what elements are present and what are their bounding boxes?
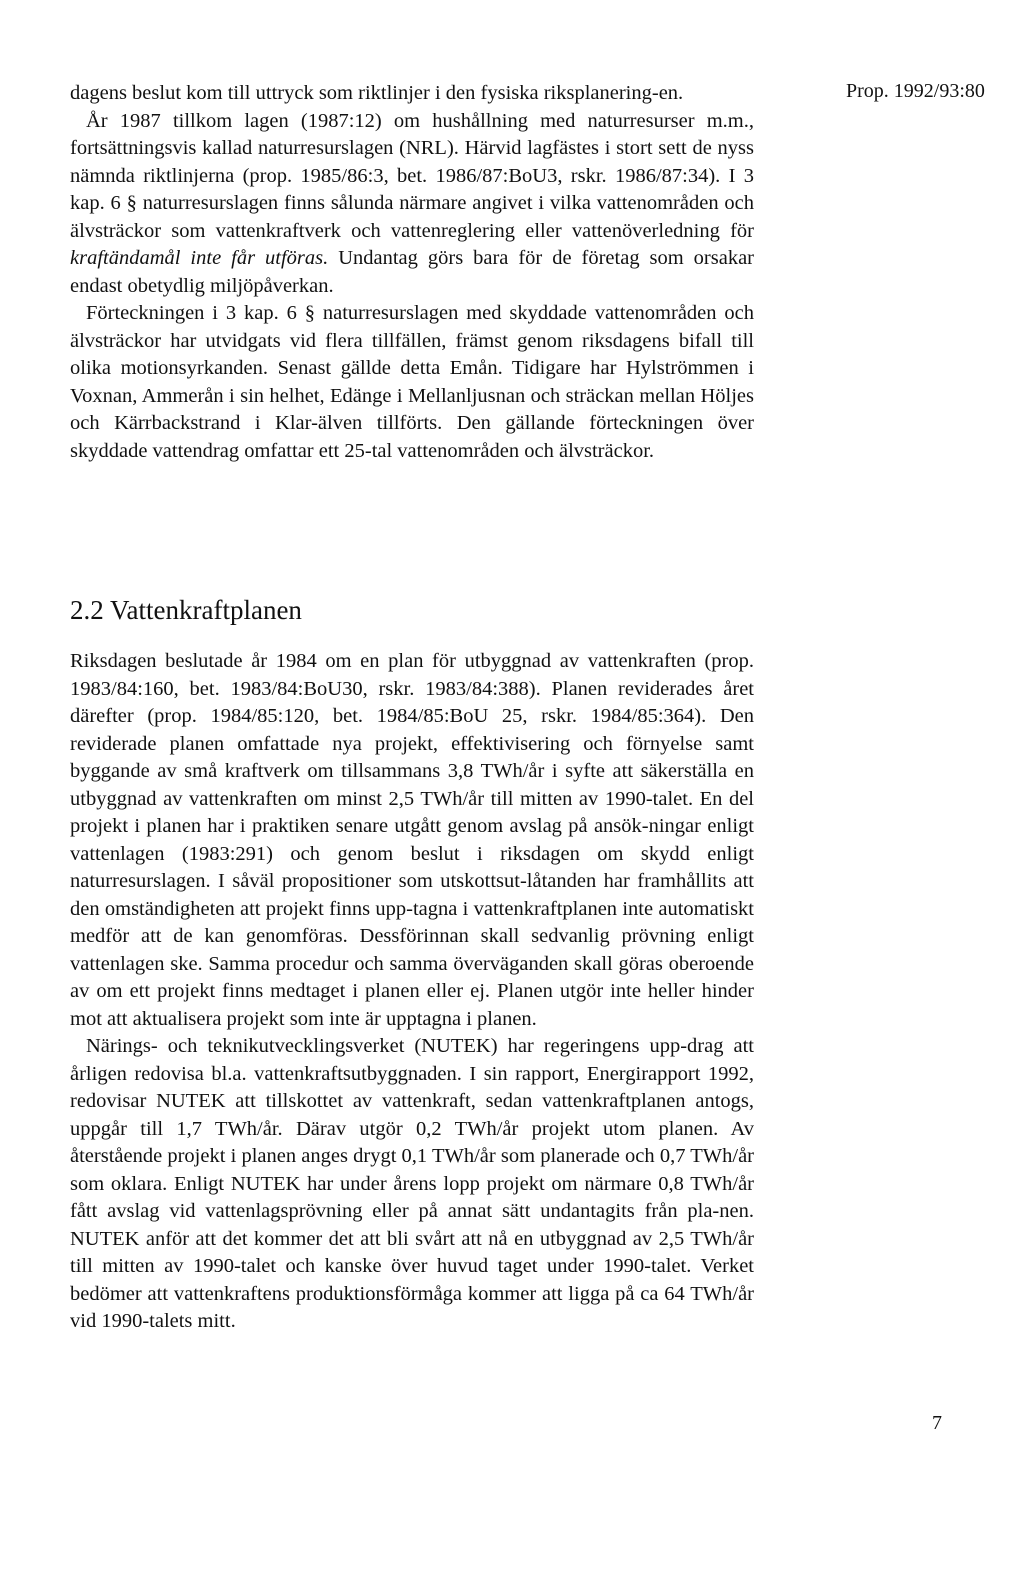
paragraph-nrl-text: År 1987 tillkom lagen (1987:12) om hushållning med naturresurser m.m., fortsättningsvis kallad naturresurslagen (NRL). Härvid lagfästes i stort sett de nyss nämnda riktlinjerna (prop. 1985/86:3, bet. 1986/87:BoU3, rskr. 1986/87:34). I 3 kap. 6 § naturresurslagen finns sålunda närmare angivet i vilka vattenområden och älvsträckor som vattenkraftverk och vattenreglering eller vattenöverledning för (70, 109, 754, 242)
section-heading: 2.2 Vattenkraftplanen (70, 595, 302, 625)
section-vattenkraftplanen (70, 648, 754, 1336)
paragraph-plan: Riksdagen beslutade år 1984 om en plan för utbyggnad av vattenkraften (prop. 1983/84:160, bet. 1983/84:BoU30, rskr. 1983/84:388). Planen reviderades året därefter (prop. 1984/85:120, bet. 1984/85:BoU 25, rskr. 1984/85:364). Den reviderade planen omfattade nya projekt, effektivisering och förnyelse samt byggande av små kraftverk om tillsammans 3,8 TWh/år i syfte att säkerställa en utbyggnad av vattenkraften om minst 2,5 TWh/år till mitten av 1990-talet. En del projekt i planen har i praktiken senare utgått genom avslag på ansök-ningar enligt vattenlagen (1983:291) och genom beslut i riksdagen om skydd enligt naturresurslagen. I såväl propositioner som utskottsut-låtanden har framhållits att den omständigheten att projekt finns upp-tagna i vattenkraftplanen inte automatiskt medför att de kan genomföras. Dessförinnan skall sedvanlig prövning enligt vattenlagen ske. Samma procedur och samma överväganden skall göras oberoende av om ett projekt finns medtaget i planen eller ej. Planen utgör inte heller hinder mot att aktualisera projekt som inte är upptagna i planen. (70, 650, 754, 1030)
paragraph-nrl-end: Undantag görs bara för de företag som orsakar endast obetydlig miljöpåverkan. (70, 247, 755, 297)
emphasis-text: kraftändamål inte får utföras. (70, 247, 329, 269)
paragraph-nutek: Närings- och teknikutvecklingsverket (NUTEK) har regeringens upp-drag att årligen redovisa bl.a. vattenkraftsutbyggnaden. I sin rapport, Energirapport 1992, redovisar NUTEK att tillskottet av vattenkraft, sedan vattenkraftplanen antogs, uppgår till 1,7 TWh/år. Därav utgör 0,2 TWh/år projekt utom planen. Av återstående projekt i planen anges drygt 0,1 TWh/år som planerade och 0,7 TWh/år som oklara. Enligt NUTEK har under årens lopp projekt om närmare 0,8 TWh/år fått avslag vid vattenlagsprövning eller på annat sätt undantagits från pla-nen. NUTEK anför att det kommer det att bli svårt att nå en utbyggnad av 2,5 TWh/år till mitten av 1990-talet och kanske över huvud taget under 1990-talet. Verket bedömer att vattenkraftens produktionsförmåga kommer att ligga på ca 64 TWh/år vid 1990-talets mitt. (70, 1035, 754, 1332)
section-intro (70, 80, 754, 465)
paragraph-nrl (70, 108, 754, 301)
paragraph-list: Förteckningen i 3 kap. 6 § naturresurslagen med skyddade vattenområden och älvsträckor har utvidgats vid flera tillfällen, främst genom riksdagens bifall till olika motionsyrkanden. Senast gällde detta Emån. Tidigare har Hylströmmen i Voxnan, Ammerån i sin helhet, Edänge i Mellanljusnan och sträckan mellan Höljes och Kärrbackstrand i Klar-älven tillförts. Den gällande förteckningen över skyddade vattendrag omfattar ett 25-tal vattenområden och älvsträckor. (70, 302, 754, 462)
paragraph-continuation: dagens beslut kom till uttryck som riktlinjer i den fysiska riksplanering-en. (70, 82, 684, 104)
document-reference: Prop. 1992/93:80 (846, 80, 985, 102)
page-number: 7 (932, 1412, 942, 1434)
